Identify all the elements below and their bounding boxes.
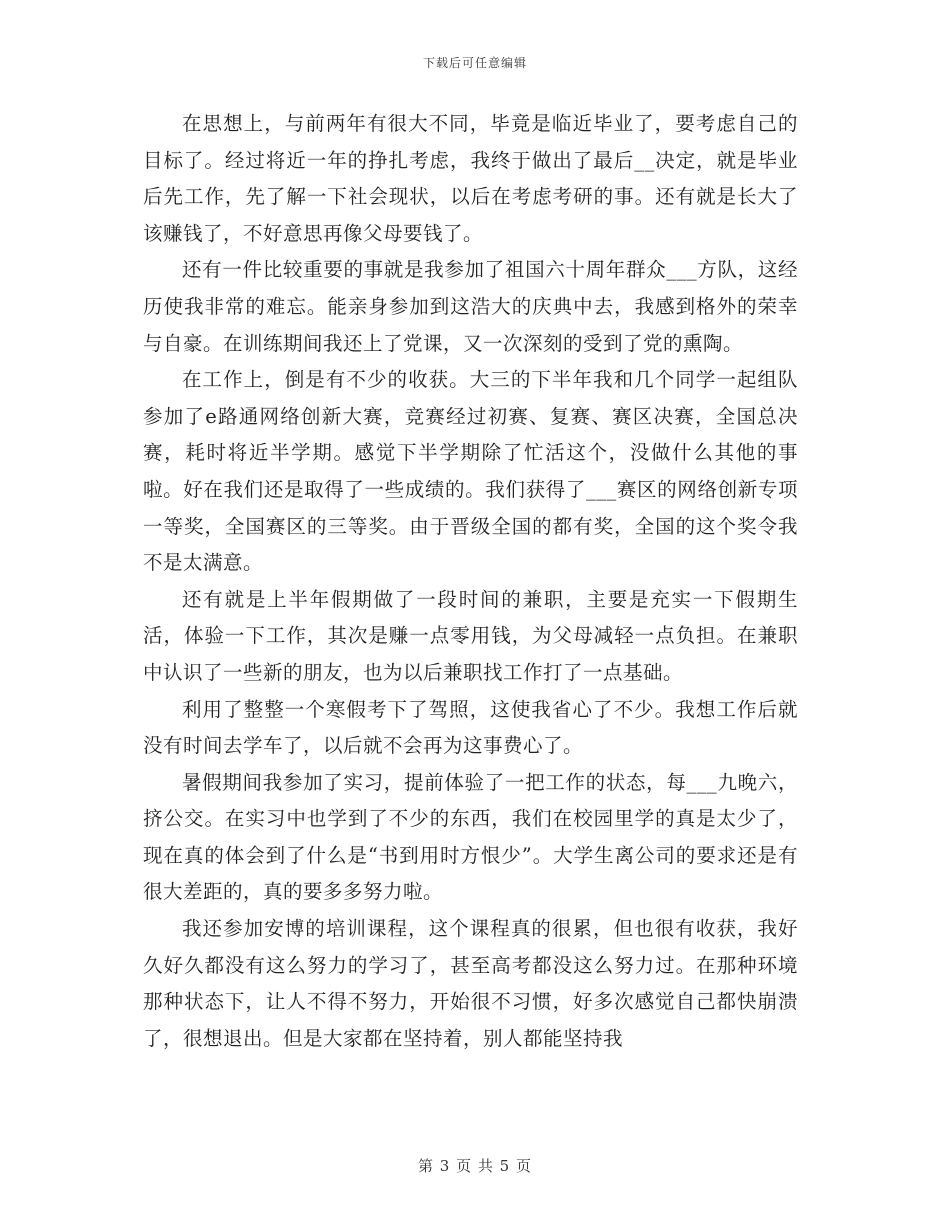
- page-number-footer: 第 3 页 共 5 页: [418, 1157, 532, 1175]
- paragraph-part-time-job: 还有就是上半年假期做了一段时间的兼职，主要是充实一下假期生活，体验一下工作，其次是赚一点零用钱，为父母减轻一点负担。在兼职中认识了一些新的朋友，也为以后兼职找工作打了一点基础。: [143, 587, 798, 684]
- paragraph-driving-license: 利用了整整一个寒假考下了驾照，这使我省心了不少。我想工作后就没有时间去学车了，以后就不会再为这事费心了。: [143, 697, 798, 758]
- document-body: [143, 106, 798, 1057]
- paragraph-thoughts: 在思想上，与前两年有很大不同，毕竟是临近毕业了，要考虑自己的目标了。经过将近一年的挣扎考虑，我终于做出了最后__决定，就是毕业后先工作，先了解一下社会现状，以后在考虑考研的事。还有就是长大了该赚钱了，不好意思再像父母要钱了。: [143, 112, 798, 245]
- paragraph-parade: 还有一件比较重要的事就是我参加了祖国六十周年群众___方队，这经历使我非常的难忘。能亲身参加到这浩大的庆典中去，我感到格外的荣幸与自豪。在训练期间我还上了党课，又一次深刻的受到了党的熏陶。: [143, 258, 798, 355]
- paragraph-training: 我还参加安博的培训课程，这个课程真的很累，但也很有收获，我好久好久都没有这么努力的学习了，甚至高考都没这么努力过。在那种环境那种状态下，让人不得不努力，开始很不习惯，好多次感觉自己都快崩溃了，很想退出。但是大家都在坚持着，别人都能坚持我: [143, 917, 798, 1050]
- paragraph-internship: 暑假期间我参加了实习，提前体验了一把工作的状态，每___九晚六，挤公交。在实习中也学到了不少的东西，我们在校园里学的真是太少了，现在真的体会到了什么是“书到用时方恨少”。大学生离公司的要求还是有很大差距的，真的要多多努力啦。: [143, 770, 798, 904]
- paragraph-competition: 在工作上，倒是有不少的收获。大三的下半年我和几个同学一起组队参加了e路通网络创新大赛，竞赛经过初赛、复赛、赛区决赛，全国总决赛，耗时将近半学期。感觉下半学期除了忙活这个，没做什么其他的事啦。好在我们还是取得了一些成绩的。我们获得了___赛区的网络创新专项一等奖，全国赛区的三等奖。由于晋级全国的都有奖，全国的这个奖令我不是太满意。: [143, 368, 798, 575]
- page-header: 下载后可任意编辑: [422, 56, 527, 70]
